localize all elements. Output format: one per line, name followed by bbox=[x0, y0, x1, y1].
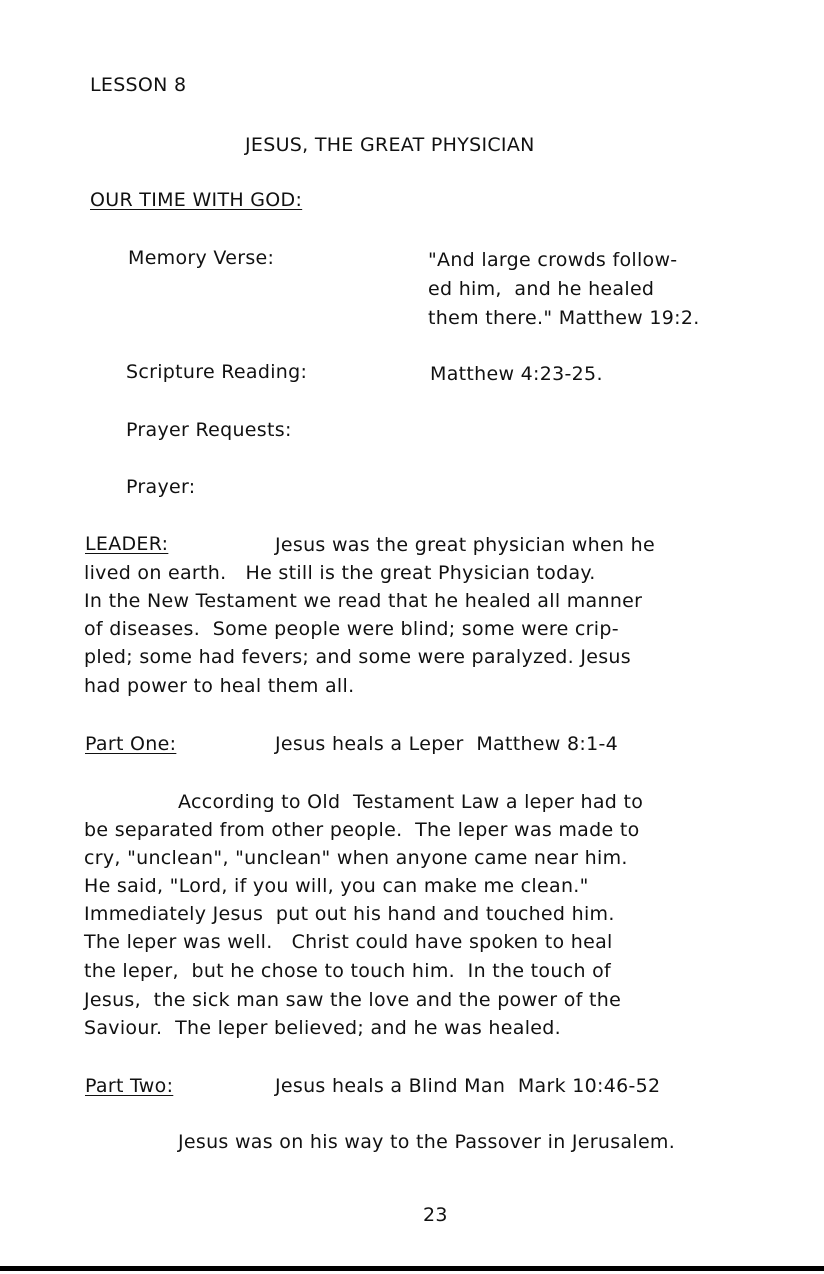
memory-verse-line: "And large crowds follow- bbox=[428, 249, 678, 271]
part-one-line: He said, "Lord, if you will, you can make me clean." bbox=[84, 875, 589, 897]
leader-line: pled; some had fevers; and some were paralyzed. Jesus bbox=[84, 646, 631, 668]
scripture-reading-label: Scripture Reading: bbox=[126, 361, 308, 383]
part-two-heading: Jesus heals a Blind Man Mark 10:46-52 bbox=[275, 1075, 661, 1097]
page-bottom-rule bbox=[0, 1266, 824, 1271]
page-title: JESUS, THE GREAT PHYSICIAN bbox=[245, 134, 535, 156]
part-one-line: cry, "unclean", "unclean" when anyone came near him. bbox=[84, 847, 628, 869]
prayer-label: Prayer: bbox=[126, 476, 196, 498]
part-one-line: The leper was well. Christ could have spoken to heal bbox=[84, 931, 613, 953]
leader-line: lived on earth. He still is the great Physician today. bbox=[84, 562, 596, 584]
leader-label: LEADER: bbox=[85, 533, 169, 555]
page-number: 23 bbox=[423, 1204, 448, 1226]
part-one-heading: Jesus heals a Leper Matthew 8:1-4 bbox=[275, 733, 618, 755]
scripture-reading-value: Matthew 4:23-25. bbox=[430, 363, 603, 385]
prayer-requests-label: Prayer Requests: bbox=[126, 419, 292, 441]
part-one-label: Part One: bbox=[85, 733, 177, 755]
memory-verse-label: Memory Verse: bbox=[128, 247, 275, 269]
part-two-line: Jesus was on his way to the Passover in Jerusalem. bbox=[178, 1131, 676, 1153]
part-one-line: the leper, but he chose to touch him. In the touch of bbox=[84, 960, 612, 982]
part-one-line: be separated from other people. The leper was made to bbox=[84, 819, 640, 841]
leader-line: had power to heal them all. bbox=[84, 675, 355, 697]
part-one-line: According to Old Testament Law a leper had to bbox=[178, 791, 644, 813]
memory-verse-line: them there." Matthew 19:2. bbox=[428, 307, 700, 329]
memory-verse-line: ed him, and he healed bbox=[428, 278, 655, 300]
part-one-line: Immediately Jesus put out his hand and touched him. bbox=[84, 903, 615, 925]
part-one-line: Jesus, the sick man saw the love and the power of the bbox=[84, 989, 622, 1011]
section-heading: OUR TIME WITH GOD: bbox=[90, 189, 303, 211]
part-two-label: Part Two: bbox=[85, 1075, 174, 1097]
leader-line: of diseases. Some people were blind; some were crip- bbox=[84, 618, 619, 640]
part-one-line: Saviour. The leper believed; and he was healed. bbox=[84, 1017, 561, 1039]
lesson-label: LESSON 8 bbox=[90, 74, 187, 96]
leader-line: In the New Testament we read that he healed all manner bbox=[84, 590, 643, 612]
leader-line: Jesus was the great physician when he bbox=[275, 534, 655, 556]
